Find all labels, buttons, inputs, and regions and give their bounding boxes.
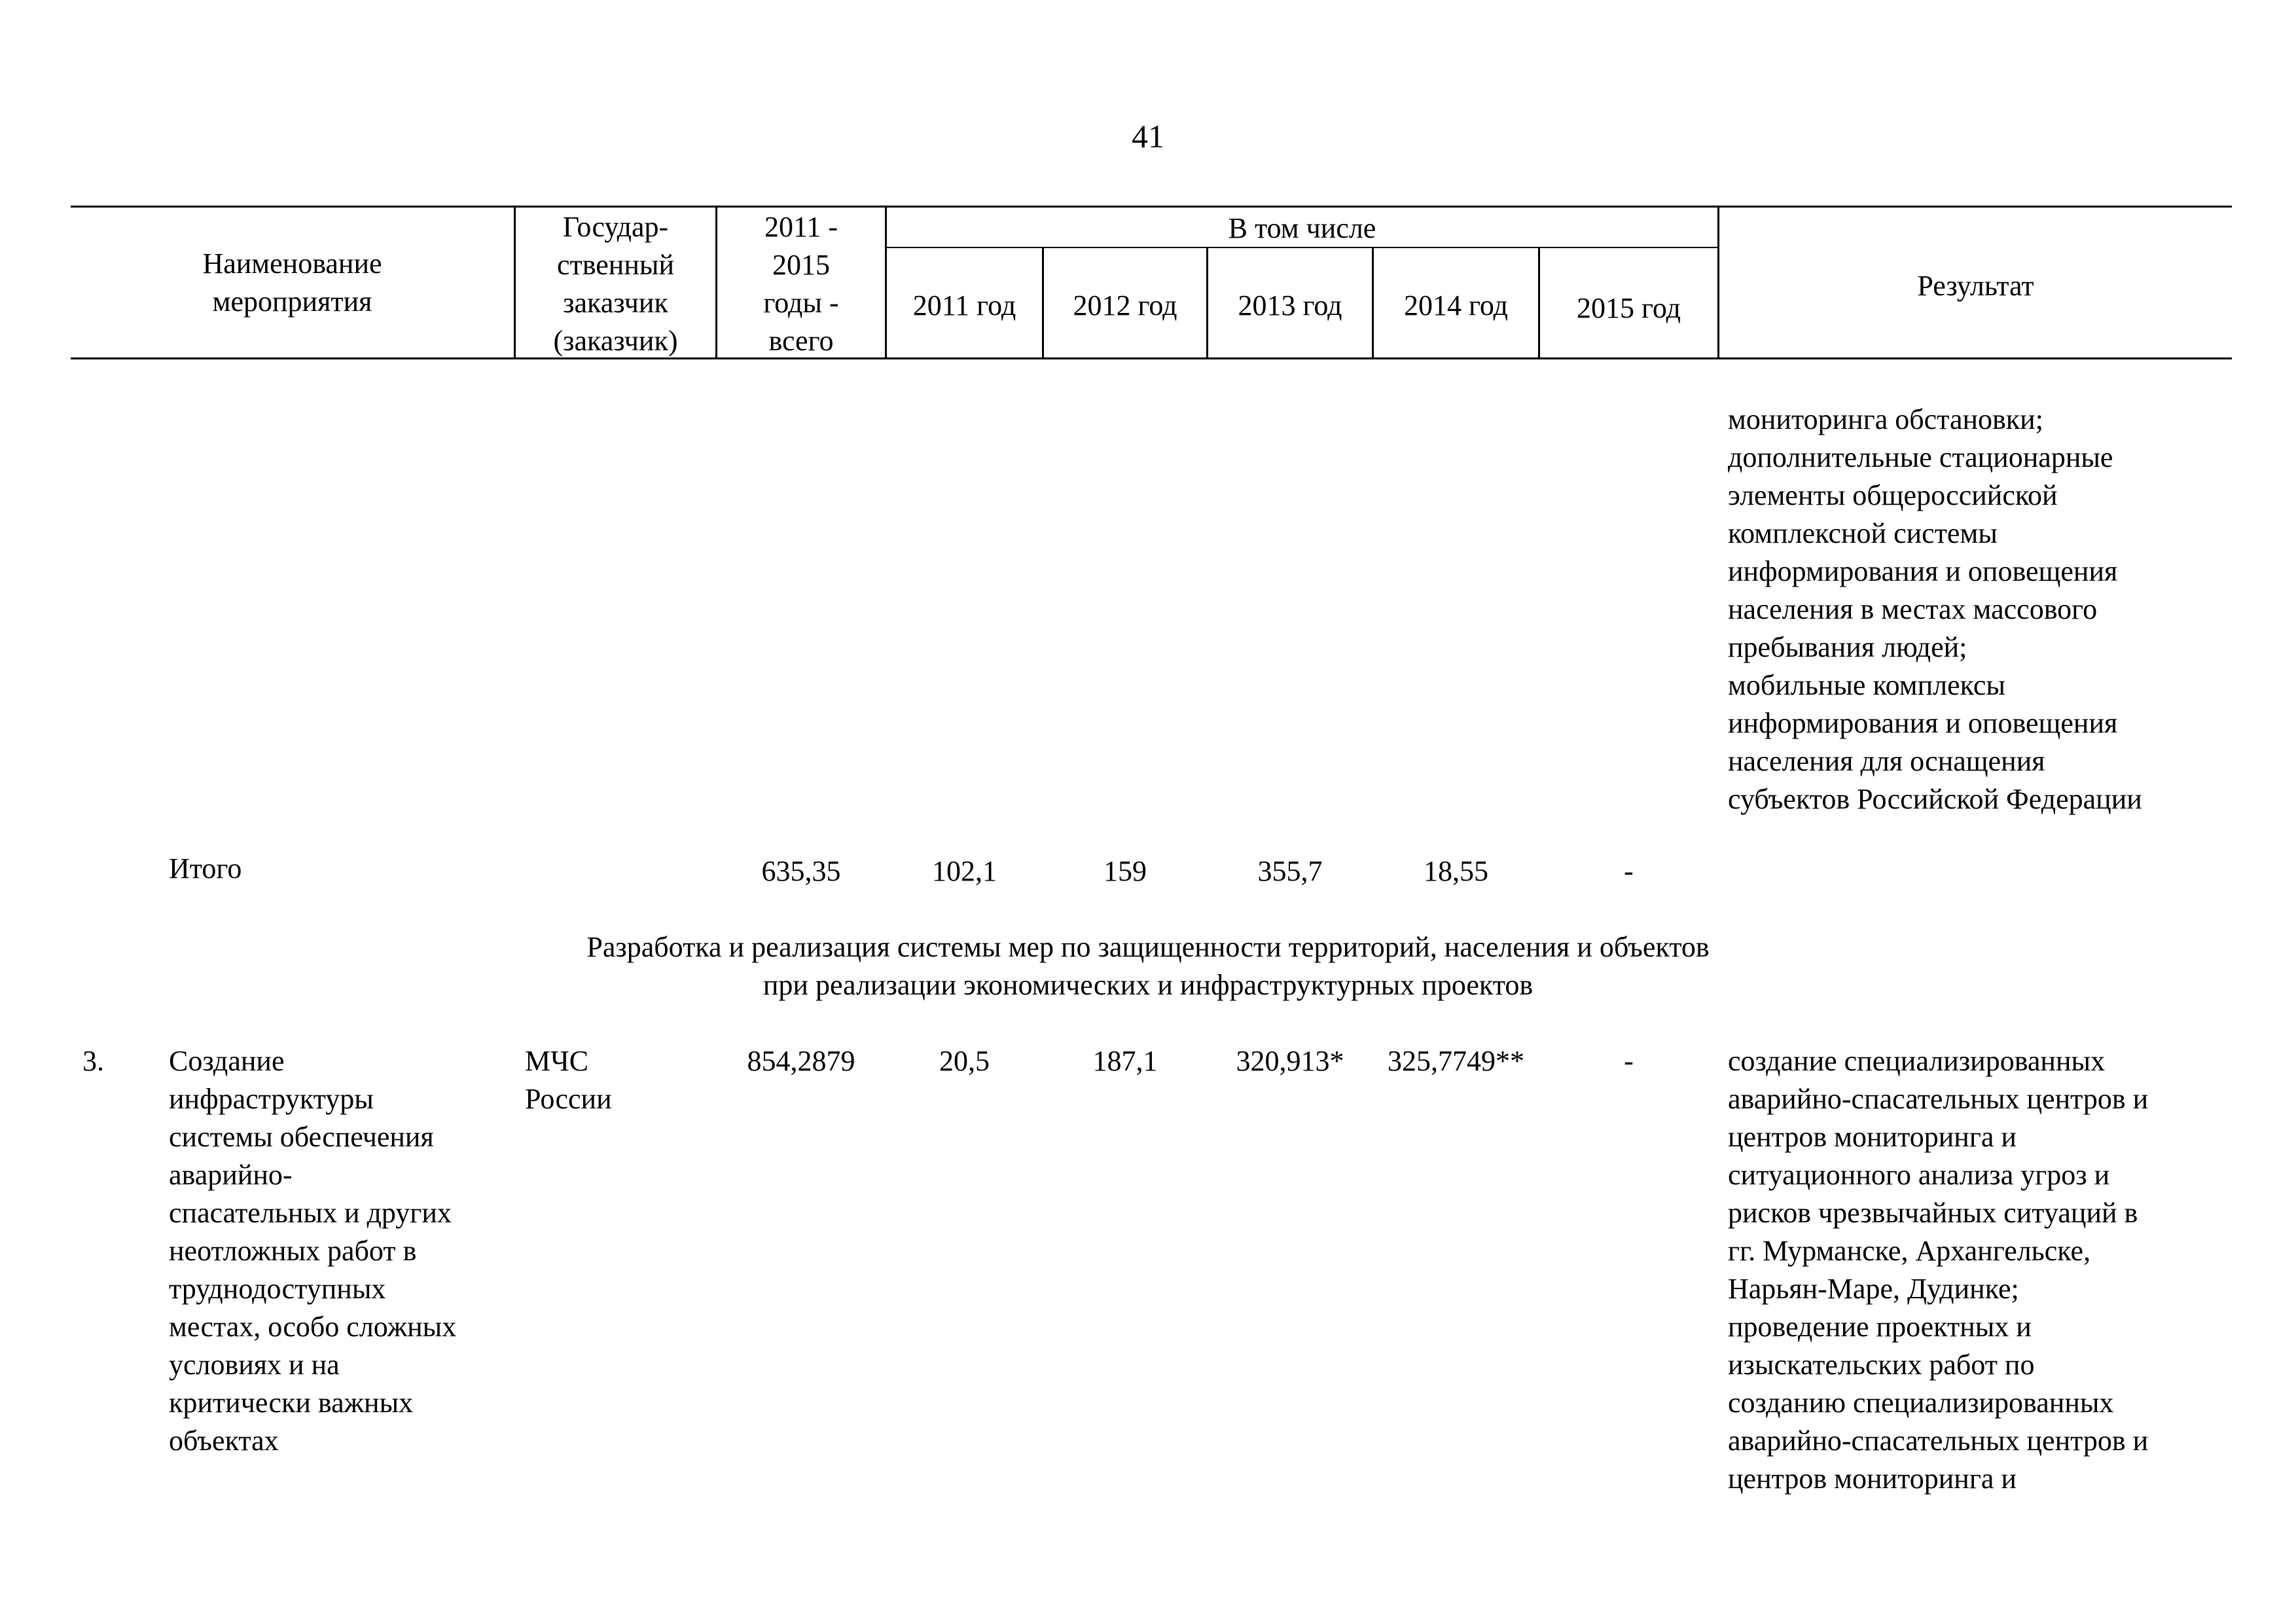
section-title: Разработка и реализация системы мер по защищенности территорий, населения и объектов при реализации экономических и инфраструктурных проектов xyxy=(586,931,1710,1001)
header-name: Наименование мероприятия xyxy=(202,247,382,318)
header-top-border xyxy=(71,206,2232,208)
header-year-2015: 2015 год xyxy=(1576,292,1681,324)
row-result: создание специализированных аварийно-спасательных центров и центров мониторинга и ситуационного анализа угроз и рисков чрезвычайных ситуаций в гг. Мурманске, Архангельске, Нарьян-Маре, Дудинке; проведение проектных и изыскательских работ по созданию специализированных аварийно-спасательных центров и центров мониторинга и xyxy=(1728,1045,2149,1495)
row-2013: 320,913* xyxy=(1236,1045,1344,1077)
header-bottom-border xyxy=(71,357,2232,359)
row-customer: МЧС России xyxy=(525,1045,612,1115)
total-2011: 102,1 xyxy=(932,855,997,887)
header-year-2014: 2014 год xyxy=(1403,289,1509,321)
page-number: 41 xyxy=(1132,118,1164,155)
total-2014: 18,55 xyxy=(1424,855,1488,887)
total-value: 635,35 xyxy=(761,855,841,887)
header-customer: Государ- ственный заказчик (заказчик) xyxy=(553,211,678,357)
total-label: Итого xyxy=(169,852,242,884)
total-2015: - xyxy=(1624,855,1634,887)
header-total: 2011 - 2015 годы - всего xyxy=(763,211,839,357)
row-name: Создание инфраструктуры системы обеспечения аварийно- спасательных и других неотложных работ в труднодоступных местах, особо сложных условиях и на критически важных объектах xyxy=(169,1045,457,1457)
row-2011: 20,5 xyxy=(939,1045,990,1077)
row-number: 3. xyxy=(82,1045,104,1077)
row-2012: 187,1 xyxy=(1092,1045,1158,1077)
row-2014: 325,7749** xyxy=(1388,1045,1524,1077)
header-year-2011: 2011 год xyxy=(912,289,1016,321)
header-year-2012: 2012 год xyxy=(1073,289,1177,321)
header-result: Результат xyxy=(1917,270,2034,302)
total-2013: 355,7 xyxy=(1257,855,1323,887)
header-year-2013: 2013 год xyxy=(1238,289,1342,321)
header-including: В том числе xyxy=(1228,212,1376,244)
continued-result: мониторинга обстановки; дополнительные стационарные элементы общероссийской комплексной системы информирования и оповещения населения в местах массового пребывания людей; мобильные комплексы информирования и оповещения населения для оснащения субъектов Российской Федерации xyxy=(1728,403,2142,815)
row-total: 854,2879 xyxy=(747,1045,855,1077)
total-2012: 159 xyxy=(1103,855,1147,887)
row-2015: - xyxy=(1624,1045,1634,1077)
